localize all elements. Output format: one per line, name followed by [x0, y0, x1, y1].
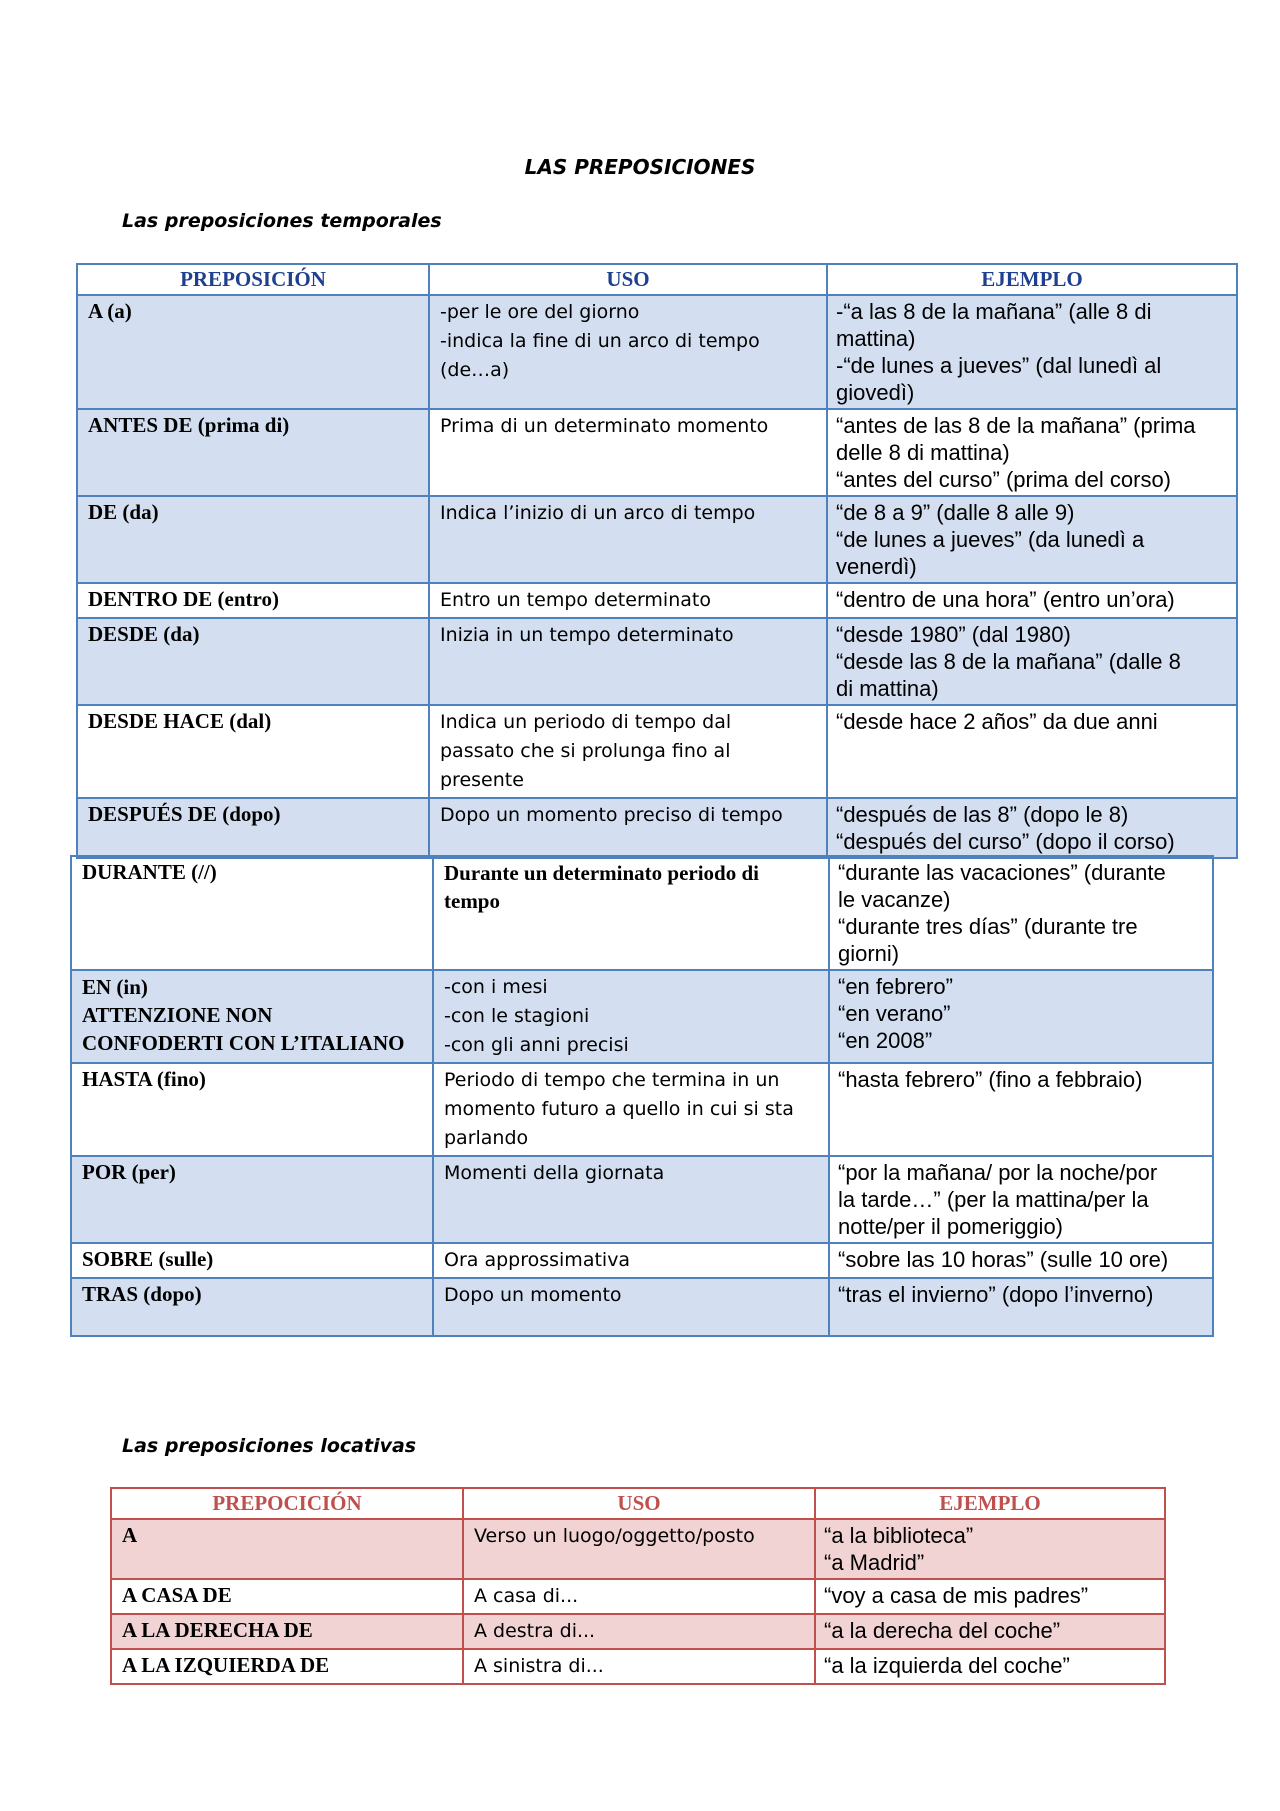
section-title-locativas: Las preposiciones locativas: [122, 1435, 417, 1457]
ejemplo-cell: “por la mañana/ por la noche/por la tarde…” (per la mattina/per la notte/per il pomeriggio): [829, 1156, 1213, 1243]
prep-cell: TRAS (dopo): [71, 1278, 433, 1336]
table-row: [111, 1519, 1165, 1579]
header-uso: USO: [463, 1488, 815, 1519]
prep-cell: A LA DERECHA DE: [111, 1614, 463, 1649]
table-row: [77, 295, 1237, 409]
table-row: [71, 1278, 1213, 1336]
table-header-row: [111, 1488, 1165, 1519]
uso-cell: A sinistra di...: [463, 1649, 815, 1684]
ejemplo-cell: “desde hace 2 años” da due anni: [827, 705, 1237, 798]
uso-cell: Dopo un momento preciso di tempo: [429, 798, 827, 858]
prep-cell: SOBRE (sulle): [71, 1243, 433, 1278]
prep-cell: DESPUÉS DE (dopo): [77, 798, 429, 858]
ejemplo-cell: “desde 1980” (dal 1980) “desde las 8 de la mañana” (dalle 8 di mattina): [827, 618, 1237, 705]
ejemplo-cell: “después de las 8” (dopo le 8) “después del curso” (dopo il corso): [827, 798, 1237, 858]
header-ejemplo: EJEMPLO: [827, 264, 1237, 295]
ejemplo-cell: “hasta febrero” (fino a febbraio): [829, 1063, 1213, 1156]
prep-cell: DURANTE (//): [71, 856, 433, 970]
prep-cell: EN (in) ATTENZIONE NON CONFODERTI CON L’ITALIANO: [71, 970, 433, 1063]
table-row: [77, 583, 1237, 618]
prep-cell: POR (per): [71, 1156, 433, 1243]
table-header-row: [77, 264, 1237, 295]
table-row: [77, 705, 1237, 798]
ejemplo-cell: “a la izquierda del coche”: [815, 1649, 1165, 1684]
prep-cell: ANTES DE (prima di): [77, 409, 429, 496]
table-row: [111, 1614, 1165, 1649]
ejemplo-cell: “dentro de una hora” (entro un’ora): [827, 583, 1237, 618]
prep-cell: A: [111, 1519, 463, 1579]
table-row: [71, 970, 1213, 1063]
uso-cell: -per le ore del giorno -indica la fine di un arco di tempo (de…a): [429, 295, 827, 409]
temporal-table-2: [70, 855, 1214, 1337]
uso-cell: A destra di...: [463, 1614, 815, 1649]
ejemplo-cell: “sobre las 10 horas” (sulle 10 ore): [829, 1243, 1213, 1278]
table-row: [77, 618, 1237, 705]
uso-cell: Inizia in un tempo determinato: [429, 618, 827, 705]
ejemplo-cell: “tras el invierno” (dopo l’inverno): [829, 1278, 1213, 1336]
header-preposicion: PREPOCICIÓN: [111, 1488, 463, 1519]
uso-cell: Indica un periodo di tempo dal passato che si prolunga fino al presente: [429, 705, 827, 798]
ejemplo-cell: -“a las 8 de la mañana” (alle 8 di mattina) -“de lunes a jueves” (dal lunedì al giovedì): [827, 295, 1237, 409]
table-row: [71, 1243, 1213, 1278]
prep-cell: DENTRO DE (entro): [77, 583, 429, 618]
uso-cell: Entro un tempo determinato: [429, 583, 827, 618]
uso-cell: Prima di un determinato momento: [429, 409, 827, 496]
locative-table: [110, 1487, 1166, 1685]
prep-cell: DE (da): [77, 496, 429, 583]
ejemplo-cell: “voy a casa de mis padres”: [815, 1579, 1165, 1614]
uso-cell: Ora approssimativa: [433, 1243, 829, 1278]
table-row: [71, 856, 1213, 970]
uso-cell: Indica l’inizio di un arco di tempo: [429, 496, 827, 583]
table-row: [71, 1063, 1213, 1156]
ejemplo-cell: “de 8 a 9” (dalle 8 alle 9) “de lunes a jueves” (da lunedì a venerdì): [827, 496, 1237, 583]
uso-cell: A casa di...: [463, 1579, 815, 1614]
header-ejemplo: EJEMPLO: [815, 1488, 1165, 1519]
table-row: [71, 1156, 1213, 1243]
table-row: [77, 496, 1237, 583]
ejemplo-cell: “durante las vacaciones” (durante le vacanze) “durante tres días” (durante tre giorni): [829, 856, 1213, 970]
ejemplo-cell: “a la biblioteca” “a Madrid”: [815, 1519, 1165, 1579]
section-title-temporales: Las preposiciones temporales: [122, 210, 442, 232]
prep-cell: DESDE HACE (dal): [77, 705, 429, 798]
ejemplo-cell: “antes de las 8 de la mañana” (prima delle 8 di mattina) “antes del curso” (prima del corso): [827, 409, 1237, 496]
prep-cell: A (a): [77, 295, 429, 409]
temporal-table-1: [76, 263, 1238, 859]
table-row: [77, 798, 1237, 858]
header-preposicion: PREPOSICIÓN: [77, 264, 429, 295]
uso-cell: Dopo un momento: [433, 1278, 829, 1336]
page-title: LAS PREPOSICIONES: [524, 155, 756, 179]
prep-cell: A CASA DE: [111, 1579, 463, 1614]
uso-cell: Durante un determinato periodo di tempo: [433, 856, 829, 970]
uso-cell: -con i mesi -con le stagioni -con gli anni precisi: [433, 970, 829, 1063]
prep-cell: DESDE (da): [77, 618, 429, 705]
table-row: [77, 409, 1237, 496]
uso-cell: Periodo di tempo che termina in un momento futuro a quello in cui si sta parlando: [433, 1063, 829, 1156]
table-row: [111, 1579, 1165, 1614]
prep-cell: A LA IZQUIERDA DE: [111, 1649, 463, 1684]
table-row: [111, 1649, 1165, 1684]
ejemplo-cell: “en febrero” “en verano” “en 2008”: [829, 970, 1213, 1063]
ejemplo-cell: “a la derecha del coche”: [815, 1614, 1165, 1649]
prep-cell: HASTA (fino): [71, 1063, 433, 1156]
uso-cell: Momenti della giornata: [433, 1156, 829, 1243]
header-uso: USO: [429, 264, 827, 295]
uso-cell: Verso un luogo/oggetto/posto: [463, 1519, 815, 1579]
